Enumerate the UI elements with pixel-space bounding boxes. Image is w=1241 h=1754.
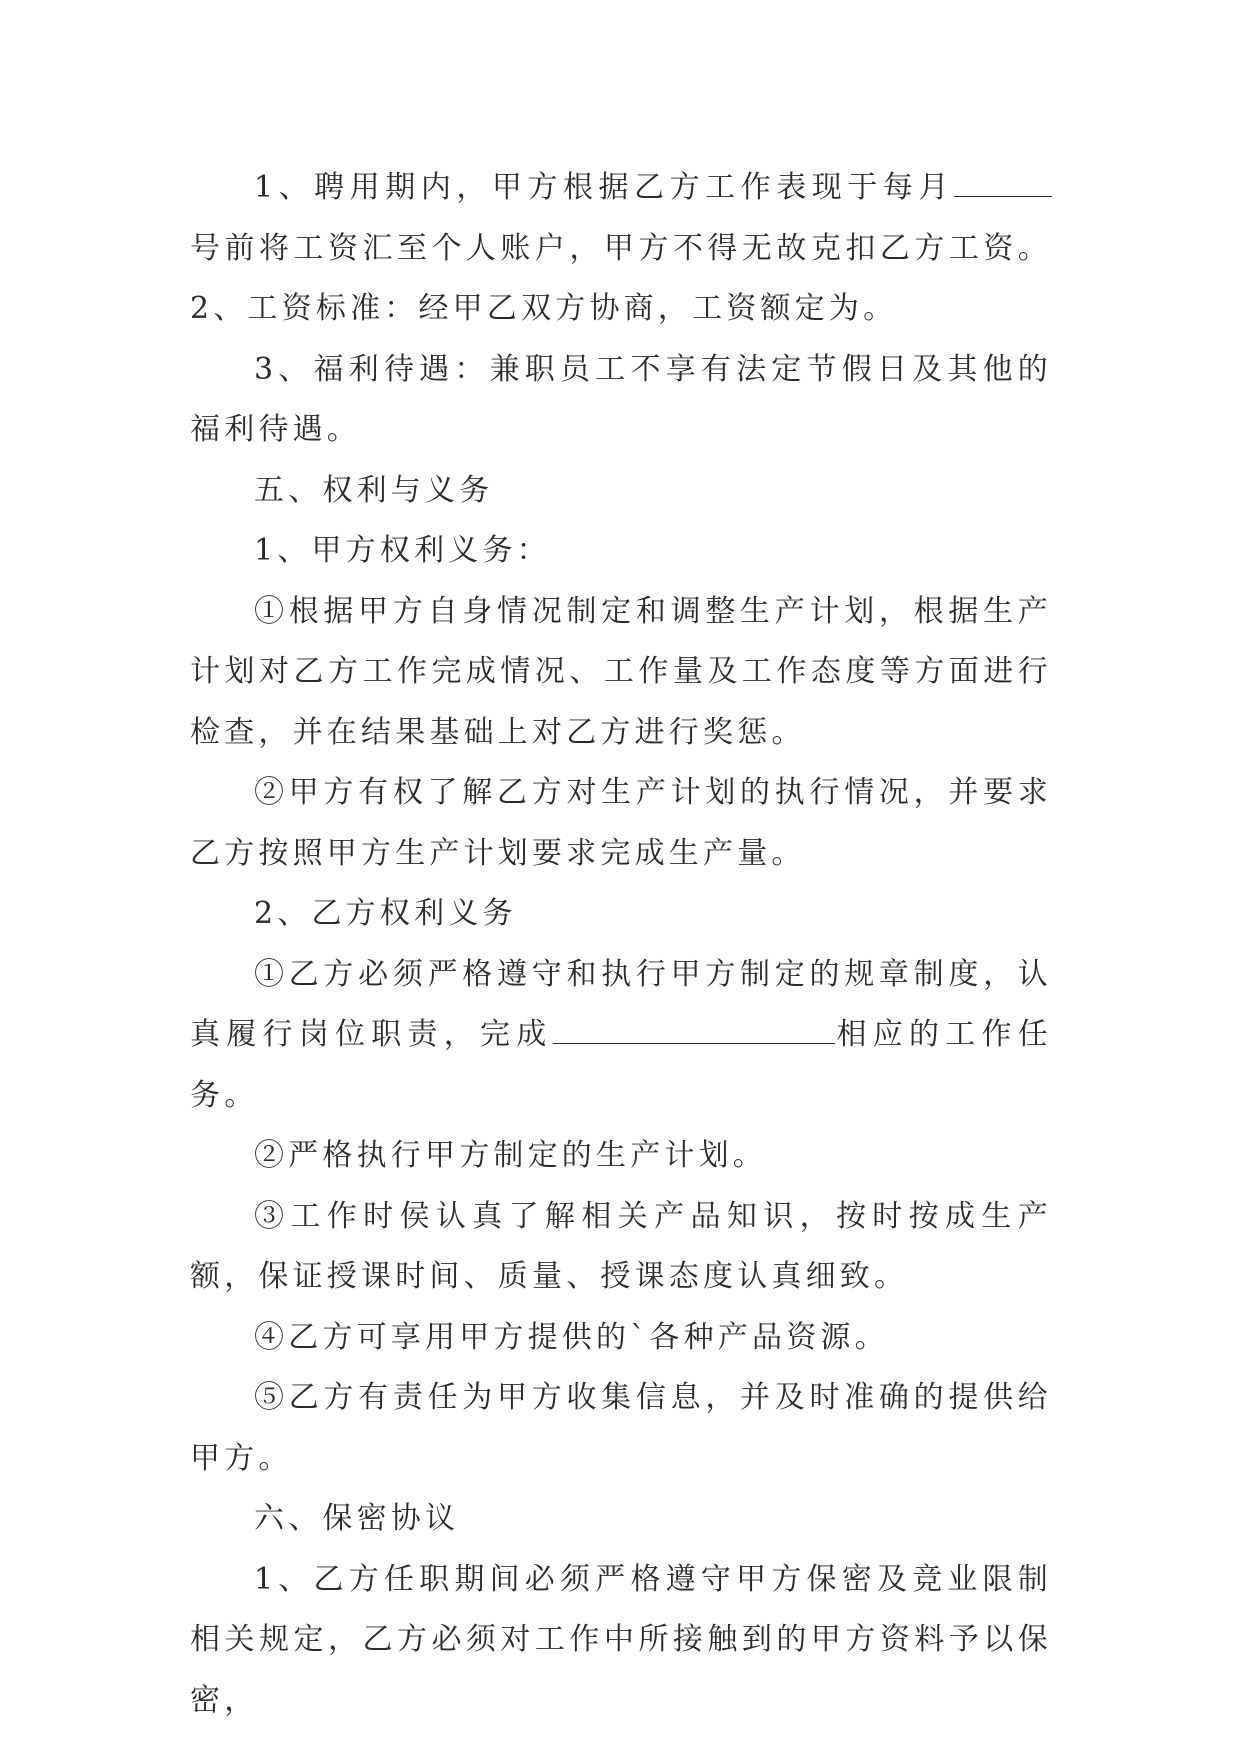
subheading-party-b-rights: 2、乙方权利义务	[254, 896, 517, 931]
subheading-party-a-rights: 1、甲方权利义务：	[254, 533, 551, 568]
fill-in-blank-task	[553, 1017, 835, 1044]
paragraph-party-b-item-5: ⑤乙方有责任为甲方收集信息，并及时准确的提供给甲方。	[190, 1380, 1052, 1476]
paragraph-party-a-item-2: ②甲方有权了解乙方对生产计划的执行情况，并要求乙方按照甲方生产计划要求完成生产量。	[190, 775, 1052, 871]
paragraph-party-b-item-1	[190, 945, 1052, 1127]
paragraph-party-b-item-2: ②严格执行甲方制定的生产计划。	[254, 1138, 767, 1173]
paragraph-text: ①乙方必须严格遵守和执行甲方制定的规章制度，认真履行岗位职责，完成	[190, 956, 1052, 1052]
section-heading-rights-obligations: 五、权利与义务	[254, 472, 494, 508]
paragraph-salary-payment	[190, 158, 1052, 340]
paragraph-confidentiality-item-1: 1、乙方任职期间必须严格遵守甲方保密及竞业限制相关规定，乙方必须对工作中所接触到的甲方资料予以保密，	[190, 1561, 1052, 1718]
section-heading-confidentiality: 六、保密协议	[254, 1501, 460, 1536]
paragraph-party-b-item-4: ④乙方可享用甲方提供的`各种产品资源。	[254, 1319, 889, 1355]
paragraph-benefits: 3、福利待遇：兼职员工不享有法定节假日及其他的福利待遇。	[190, 351, 1052, 447]
paragraph-party-a-item-1: ①根据甲方自身情况制定和调整生产计划，根据生产计划对乙方工作完成情况、工作量及工作态度等方面进行检查，并在结果基础上对乙方进行奖惩。	[190, 593, 1052, 750]
paragraph-text: 相应的工作任务。	[190, 1017, 1052, 1113]
paragraph-party-b-item-3: ③工作时侯认真了解相关产品知识，按时按成生产额，保证授课时间、质量、授课态度认真细致。	[190, 1198, 1052, 1294]
document-body	[190, 158, 1052, 1731]
paragraph-text: 1、聘用期内，甲方根据乙方工作表现于每月	[254, 170, 954, 205]
paragraph-text: 号前将工资汇至个人账户，甲方不得无故克扣乙方工资。2、工资标准：经甲乙双方协商，工资额定为。	[190, 230, 1052, 326]
fill-in-blank-day	[954, 170, 1052, 197]
